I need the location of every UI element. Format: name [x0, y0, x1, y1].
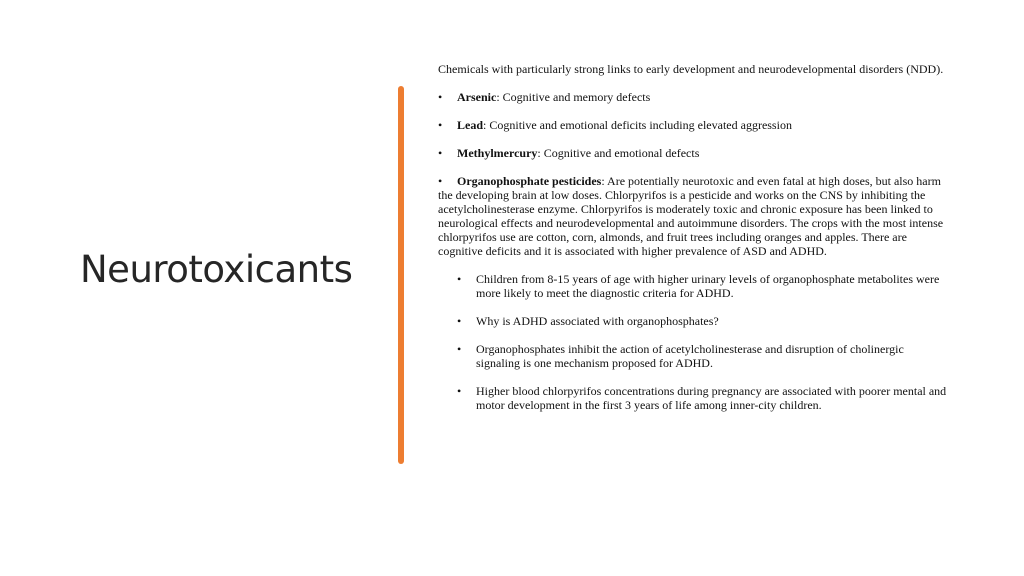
bullet-text: : Cognitive and emotional defects — [537, 146, 700, 160]
bullet-lead — [438, 118, 950, 132]
bullet-organophosphate — [438, 174, 950, 258]
intro-text: Chemicals with particularly strong links to early development and neurodevelopmental disorders (NDD). — [438, 62, 944, 76]
bullet-term: Methylmercury — [457, 146, 538, 160]
bullet-text: : Cognitive and memory defects — [496, 90, 651, 104]
bullet-text: : Are potentially neurotoxic and even fatal at high doses, but also harm the developing brain at low doses. Chlorpyrifos is a pesticide and works on the CNS by inhibiting the acetylcholinesterase enzyme. Chlorpyrifos is moderately toxic and chronic exposure has been linked to neurological effects and neurodevelopmental and autoimmune disorders. The crops with the most intense chlorpyrifos use are cotton, corn, almonds, and fruit trees including oranges and apples. There are cognitive deficits and it is associated with higher prevalence of ASD and ADHD. — [438, 174, 944, 258]
bullet-text: : Cognitive and emotional deficits including elevated aggression — [483, 118, 792, 132]
bullet-dot: • — [438, 174, 443, 188]
bullet-dot: • — [438, 90, 443, 104]
bullet-dot: • — [438, 118, 443, 132]
sub-bullet-item — [457, 272, 950, 300]
slide-title: Neurotoxicants — [80, 248, 353, 291]
sub-bullet-text: Organophosphates inhibit the action of acetylcholinesterase and disruption of cholinergic signaling is one mechanism proposed for ADHD. — [476, 342, 904, 370]
sub-bullet-item — [457, 342, 950, 370]
bullet-dot: • — [438, 146, 443, 160]
sub-bullet-item — [457, 314, 950, 328]
bullet-dot: • — [457, 384, 462, 398]
bullet-dot: • — [457, 342, 462, 356]
accent-divider — [398, 86, 404, 464]
sub-bullet-list — [438, 272, 950, 412]
bullet-term: Lead — [457, 118, 484, 132]
sub-bullet-text: Children from 8-15 years of age with higher urinary levels of organophosphate metabolites were more likely to meet the diagnostic criteria for ADHD. — [476, 272, 940, 300]
bullet-dot: • — [457, 272, 462, 286]
slide-content — [438, 62, 950, 426]
bullet-methylmercury — [438, 146, 950, 160]
sub-bullet-text: Higher blood chlorpyrifos concentrations during pregnancy are associated with poorer mental and motor development in the first 3 years of life among inner-city children. — [476, 384, 947, 412]
sub-bullet-item — [457, 384, 950, 412]
bullet-arsenic — [438, 90, 950, 104]
bullet-dot: • — [457, 314, 462, 328]
bullet-term: Organophosphate pesticides — [457, 174, 602, 188]
sub-bullet-text: Why is ADHD associated with organophosphates? — [476, 314, 719, 328]
bullet-term: Arsenic — [457, 90, 497, 104]
